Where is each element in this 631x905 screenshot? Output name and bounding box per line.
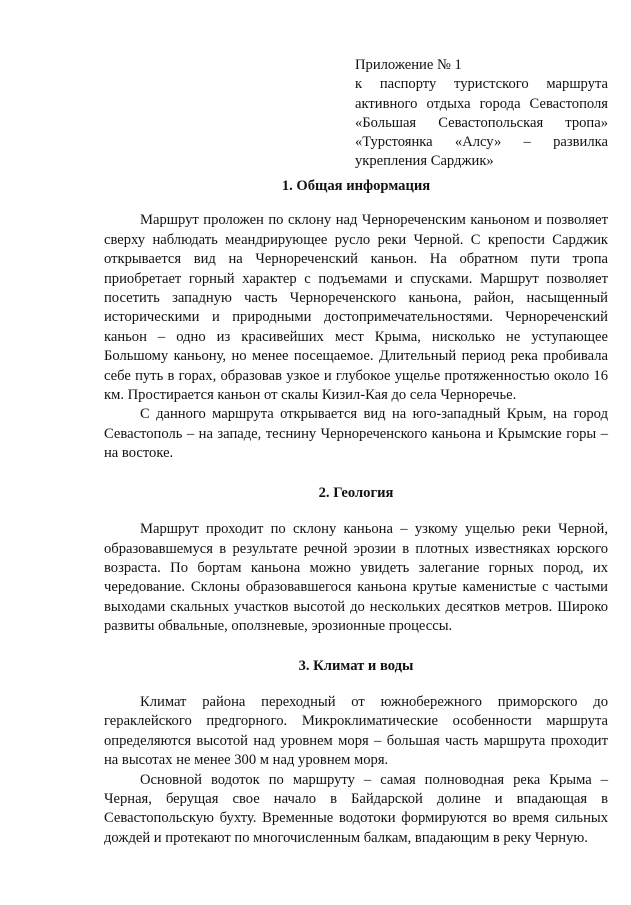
appendix-title: Приложение № 1	[355, 57, 462, 73]
paragraph: Климат района переходный от южнобережного приморского до гераклейского предгорного. Микроклиматические особенности маршрута определяются высотой над уровнем моря – большая часть маршрута проходит на высотах не менее 300 м над уровнем моря.	[104, 693, 608, 769]
section-title-climate-water: 3. Климат и воды	[298, 657, 414, 674]
document-body	[104, 177, 608, 848]
appendix-header	[355, 56, 608, 172]
section-title-general-info: 1. Общая информация	[281, 178, 431, 194]
section-title-geology: 2. Геология	[318, 484, 394, 501]
paragraph: Основной водоток по маршруту – самая полноводная река Крыма – Черная, берущая свое начало в Байдарской долине и впадающая в Севастопольскую бухту. Временные водотоки формируются во время сильных дождей и протекают по многочисленным балкам, впадающим в реку Черную.	[104, 771, 608, 846]
paragraph: Маршрут проложен по склону над Чернореченским каньоном и позволяет сверху наблюдать меандрирующее русло реки Черной. С крепости Сарджик открывается вид на Чернореченский каньон. На обратном пути тропа приобретает горный характер с подъемами и спусками. Маршрут позволяет посетить западную часть Чернореченского каньона, район, насыщенный историческими и природными достопримечательностями. Чернореченский каньон – одно из красивейших мест Крыма, нисколько не уступающее Большому каньону, но менее посещаемое. Длительный период река пробивала себе путь в горах, образовав узкое и глубокое ущелье протяженностью около 16 км. Простирается каньон от скалы Кизил-Кая до села Черноречье.	[104, 212, 608, 404]
paragraph: С данного маршрута открывается вид на юго-западный Крым, на город Севастополь – на западе, теснину Чернореченского каньона и Крымские горы – на востоке.	[104, 406, 608, 462]
appendix-text: к паспорту туристского маршрута активного отдыха города Севастополя «Большая Севастопольская тропа» «Турстоянка «Алсу» – развилка укрепления Сарджик»	[355, 76, 608, 170]
paragraph: Маршрут проходит по склону каньона – узкому ущелью реки Черной, образовавшемуся в результате речной эрозии в плотных известняках юрского возраста. По бортам каньона можно увидеть залегание горных пород, их чередование. Склоны образовавшегося каньона крутые каменистые с частыми выходами скальных участков высотой до нескольких десятков метров. Широко развиты обвальные, оползневые, эрозионные процессы.	[104, 521, 608, 635]
